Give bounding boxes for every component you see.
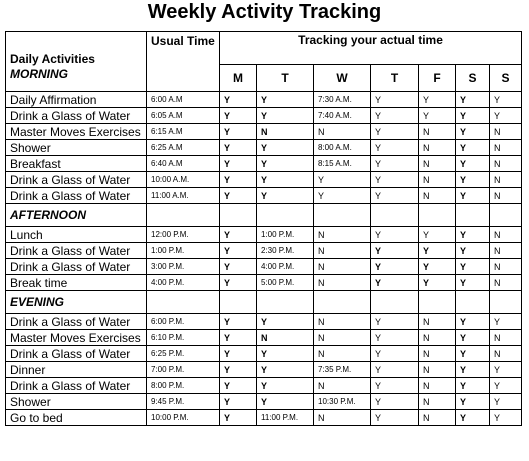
activity-cell: Drink a Glass of Water xyxy=(6,314,147,330)
tracking-cell: Y xyxy=(257,362,314,378)
usual-time-cell: 6:25 P.M. xyxy=(147,346,220,362)
tracking-cell: Y xyxy=(490,108,522,124)
tracking-cell: N xyxy=(314,330,371,346)
tracking-cell: Y xyxy=(490,362,522,378)
table-row xyxy=(6,243,522,259)
tracking-cell: 8:15 A.M. xyxy=(314,156,371,172)
tracking-cell: 7:30 A.M. xyxy=(314,92,371,108)
tracking-cell: N xyxy=(314,227,371,243)
tracking-cell: N xyxy=(490,259,522,275)
tracking-cell: Y xyxy=(456,172,490,188)
tracking-header: Tracking your actual time xyxy=(220,32,522,65)
tracking-cell: 2:30 P.M. xyxy=(257,243,314,259)
table-row xyxy=(6,362,522,378)
activity-cell: Master Moves Exercises xyxy=(6,124,147,140)
activity-cell: Shower xyxy=(6,394,147,410)
activities-header-label: Daily Activities xyxy=(10,51,95,66)
table-row xyxy=(6,140,522,156)
activity-cell: Lunch xyxy=(6,227,147,243)
tracking-cell: Y xyxy=(220,188,257,204)
table-row xyxy=(6,227,522,243)
empty-cell xyxy=(220,291,257,314)
activity-cell: Breakfast xyxy=(6,156,147,172)
tracking-cell: Y xyxy=(371,346,419,362)
tracking-cell: Y xyxy=(456,394,490,410)
tracking-cell: Y xyxy=(490,394,522,410)
empty-cell xyxy=(490,291,522,314)
tracking-cell: Y xyxy=(257,346,314,362)
empty-cell xyxy=(257,204,314,227)
table-row xyxy=(6,378,522,394)
tracking-cell: N xyxy=(314,410,371,426)
day-header-thursday: T xyxy=(371,65,419,92)
tracking-cell: N xyxy=(419,346,456,362)
tracking-cell: Y xyxy=(456,108,490,124)
tracking-cell: Y xyxy=(419,108,456,124)
day-header-friday: F xyxy=(419,65,456,92)
tracking-cell: Y xyxy=(220,156,257,172)
tracking-cell: Y xyxy=(419,243,456,259)
tracking-cell: Y xyxy=(220,330,257,346)
tracking-cell: Y xyxy=(371,314,419,330)
activity-cell: Drink a Glass of Water xyxy=(6,378,147,394)
usual-time-cell: 6:10 P.M. xyxy=(147,330,220,346)
activity-cell: Dinner xyxy=(6,362,147,378)
tracking-cell: Y xyxy=(257,92,314,108)
tracking-cell: N xyxy=(314,259,371,275)
tracking-cell: N xyxy=(314,275,371,291)
tracking-cell: Y xyxy=(371,394,419,410)
tracking-cell: N xyxy=(314,378,371,394)
usual-time-cell: 6:15 A.M xyxy=(147,124,220,140)
table-row xyxy=(6,259,522,275)
tracking-cell: Y xyxy=(257,188,314,204)
usual-time-cell: 12:00 P.M. xyxy=(147,227,220,243)
day-header-tuesday: T xyxy=(257,65,314,92)
usual-time-cell: 1:00 P.M. xyxy=(147,243,220,259)
tracking-cell: Y xyxy=(257,140,314,156)
empty-cell xyxy=(490,204,522,227)
empty-cell xyxy=(257,291,314,314)
tracking-cell: N xyxy=(490,172,522,188)
tracking-cell: Y xyxy=(456,243,490,259)
tracking-cell: N xyxy=(419,314,456,330)
activity-cell: Drink a Glass of Water xyxy=(6,346,147,362)
tracking-cell: 11:00 P.M. xyxy=(257,410,314,426)
tracking-cell: Y xyxy=(456,227,490,243)
activity-cell: Break time xyxy=(6,275,147,291)
tracking-cell: Y xyxy=(456,140,490,156)
table-row xyxy=(6,314,522,330)
tracking-cell: N xyxy=(419,188,456,204)
activity-cell: Drink a Glass of Water xyxy=(6,108,147,124)
usual-time-cell: 6:40 A.M xyxy=(147,156,220,172)
tracking-cell: Y xyxy=(371,259,419,275)
tracking-cell: 8:00 A.M. xyxy=(314,140,371,156)
tracking-cell: N xyxy=(419,140,456,156)
tracking-cell: N xyxy=(314,243,371,259)
activities-header xyxy=(6,32,147,92)
table-row xyxy=(6,346,522,362)
tracking-cell: Y xyxy=(419,227,456,243)
tracking-cell: Y xyxy=(371,172,419,188)
section-label-afternoon: AFTERNOON xyxy=(6,204,147,227)
tracking-cell: Y xyxy=(371,156,419,172)
tracking-cell: Y xyxy=(371,243,419,259)
table-row xyxy=(6,330,522,346)
section-label-morning: MORNING xyxy=(10,66,68,81)
tracking-cell: Y xyxy=(456,378,490,394)
tracking-cell: Y xyxy=(371,108,419,124)
tracking-cell: Y xyxy=(490,410,522,426)
table-row xyxy=(6,156,522,172)
tracking-cell: Y xyxy=(220,275,257,291)
tracking-cell: N xyxy=(490,140,522,156)
empty-cell xyxy=(419,204,456,227)
tracking-cell: 4:00 P.M. xyxy=(257,259,314,275)
tracking-cell: Y xyxy=(456,156,490,172)
tracking-cell: Y xyxy=(220,172,257,188)
tracking-cell: N xyxy=(490,275,522,291)
tracking-cell: Y xyxy=(456,275,490,291)
table-row xyxy=(6,108,522,124)
empty-cell xyxy=(371,291,419,314)
tracking-cell: 1:00 P.M. xyxy=(257,227,314,243)
day-header-saturday: S xyxy=(456,65,490,92)
table-row xyxy=(6,394,522,410)
tracking-cell: Y xyxy=(371,92,419,108)
activity-cell: Master Moves Exercises xyxy=(6,330,147,346)
tracking-cell: Y xyxy=(371,378,419,394)
empty-cell xyxy=(371,204,419,227)
usual-time-cell: 6:05 A.M xyxy=(147,108,220,124)
tracking-cell: N xyxy=(490,156,522,172)
activity-cell: Go to bed xyxy=(6,410,147,426)
tracking-cell: Y xyxy=(220,314,257,330)
tracking-cell: Y xyxy=(371,330,419,346)
tracking-cell: N xyxy=(419,156,456,172)
tracking-cell: N xyxy=(419,172,456,188)
tracking-cell: Y xyxy=(314,172,371,188)
tracking-cell: 7:40 A.M. xyxy=(314,108,371,124)
tracking-cell: Y xyxy=(456,259,490,275)
tracking-cell: Y xyxy=(220,362,257,378)
table-row xyxy=(6,92,522,108)
day-header-wednesday: W xyxy=(314,65,371,92)
table-row xyxy=(6,172,522,188)
tracking-cell: Y xyxy=(371,227,419,243)
table-row xyxy=(6,188,522,204)
tracking-cell: N xyxy=(257,124,314,140)
day-header-sunday: S xyxy=(490,65,522,92)
tracking-cell: Y xyxy=(257,314,314,330)
tracking-cell: N xyxy=(314,124,371,140)
tracking-cell: Y xyxy=(456,92,490,108)
activity-cell: Drink a Glass of Water xyxy=(6,243,147,259)
usual-time-cell: 6:00 P.M. xyxy=(147,314,220,330)
usual-time-cell: 8:00 P.M. xyxy=(147,378,220,394)
table-row xyxy=(6,275,522,291)
tracking-cell: Y xyxy=(456,124,490,140)
empty-cell xyxy=(456,291,490,314)
tracking-cell: Y xyxy=(371,188,419,204)
tracking-cell: N xyxy=(490,188,522,204)
tracking-cell: N xyxy=(419,394,456,410)
tracking-cell: Y xyxy=(371,140,419,156)
tracking-cell: Y xyxy=(220,108,257,124)
tracking-cell: Y xyxy=(456,362,490,378)
section-row xyxy=(6,291,522,314)
tracking-cell: Y xyxy=(371,124,419,140)
usual-time-cell: 10:00 A.M. xyxy=(147,172,220,188)
tracking-cell: N xyxy=(419,362,456,378)
tracking-cell: Y xyxy=(490,314,522,330)
usual-time-cell: 6:00 A.M xyxy=(147,92,220,108)
tracking-cell: Y xyxy=(257,156,314,172)
tracking-cell: Y xyxy=(220,227,257,243)
tracking-cell: Y xyxy=(220,394,257,410)
tracking-cell: N xyxy=(314,314,371,330)
tracking-cell: 5:00 P.M. xyxy=(257,275,314,291)
tracking-cell: Y xyxy=(456,188,490,204)
tracking-cell: N xyxy=(419,410,456,426)
tracking-cell: Y xyxy=(456,314,490,330)
tracking-cell: Y xyxy=(490,92,522,108)
activity-table xyxy=(5,31,522,426)
tracking-cell: N xyxy=(490,124,522,140)
activity-cell: Daily Affirmation xyxy=(6,92,147,108)
tracking-cell: Y xyxy=(220,243,257,259)
tracking-cell: Y xyxy=(257,378,314,394)
activity-cell: Drink a Glass of Water xyxy=(6,188,147,204)
empty-cell xyxy=(419,291,456,314)
usual-time-cell: 7:00 P.M. xyxy=(147,362,220,378)
tracking-cell: N xyxy=(490,243,522,259)
tracking-cell: Y xyxy=(456,346,490,362)
tracking-cell: N xyxy=(490,330,522,346)
usual-time-cell: 9:45 P.M. xyxy=(147,394,220,410)
tracking-cell: Y xyxy=(371,275,419,291)
tracking-cell: Y xyxy=(456,410,490,426)
day-header-monday: M xyxy=(220,65,257,92)
tracking-cell: Y xyxy=(220,124,257,140)
empty-cell xyxy=(456,204,490,227)
tracking-cell: Y xyxy=(257,108,314,124)
empty-cell xyxy=(220,204,257,227)
page-title: Weekly Activity Tracking xyxy=(147,1,382,23)
usual-time-cell: 4:00 P.M. xyxy=(147,275,220,291)
tracking-cell: Y xyxy=(419,92,456,108)
tracking-cell: Y xyxy=(490,378,522,394)
usual-time-cell: 3:00 P.M. xyxy=(147,259,220,275)
tracking-cell: Y xyxy=(419,275,456,291)
tracking-cell: Y xyxy=(257,172,314,188)
usual-time-cell: 6:25 A.M xyxy=(147,140,220,156)
tracking-cell: N xyxy=(419,330,456,346)
tracking-cell: Y xyxy=(220,259,257,275)
tracking-cell: Y xyxy=(419,259,456,275)
table-row xyxy=(6,124,522,140)
tracking-cell: 7:35 P.M. xyxy=(314,362,371,378)
activity-cell: Drink a Glass of Water xyxy=(6,172,147,188)
tracking-cell: 10:30 P.M. xyxy=(314,394,371,410)
tracking-cell: Y xyxy=(220,92,257,108)
empty-cell xyxy=(314,204,371,227)
tracking-cell: Y xyxy=(314,188,371,204)
tracking-cell: N xyxy=(419,124,456,140)
usual-time-header: Usual Time xyxy=(147,32,220,92)
tracking-cell: Y xyxy=(220,346,257,362)
empty-cell xyxy=(147,204,220,227)
activity-cell: Drink a Glass of Water xyxy=(6,259,147,275)
tracking-cell: Y xyxy=(220,378,257,394)
tracking-cell: Y xyxy=(371,362,419,378)
tracking-cell: Y xyxy=(456,330,490,346)
tracking-cell: N xyxy=(419,378,456,394)
usual-time-cell: 10:00 P.M. xyxy=(147,410,220,426)
section-label-evening: EVENING xyxy=(6,291,147,314)
empty-cell xyxy=(147,291,220,314)
activity-cell: Shower xyxy=(6,140,147,156)
usual-time-cell: 11:00 A.M. xyxy=(147,188,220,204)
tracking-cell: Y xyxy=(257,394,314,410)
tracking-cell: N xyxy=(490,227,522,243)
tracking-cell: Y xyxy=(220,410,257,426)
tracking-cell: Y xyxy=(371,410,419,426)
tracking-cell: N xyxy=(490,346,522,362)
empty-cell xyxy=(314,291,371,314)
tracking-cell: Y xyxy=(220,140,257,156)
section-row xyxy=(6,204,522,227)
tracking-cell: N xyxy=(314,346,371,362)
tracking-cell: N xyxy=(257,330,314,346)
table-row xyxy=(6,410,522,426)
